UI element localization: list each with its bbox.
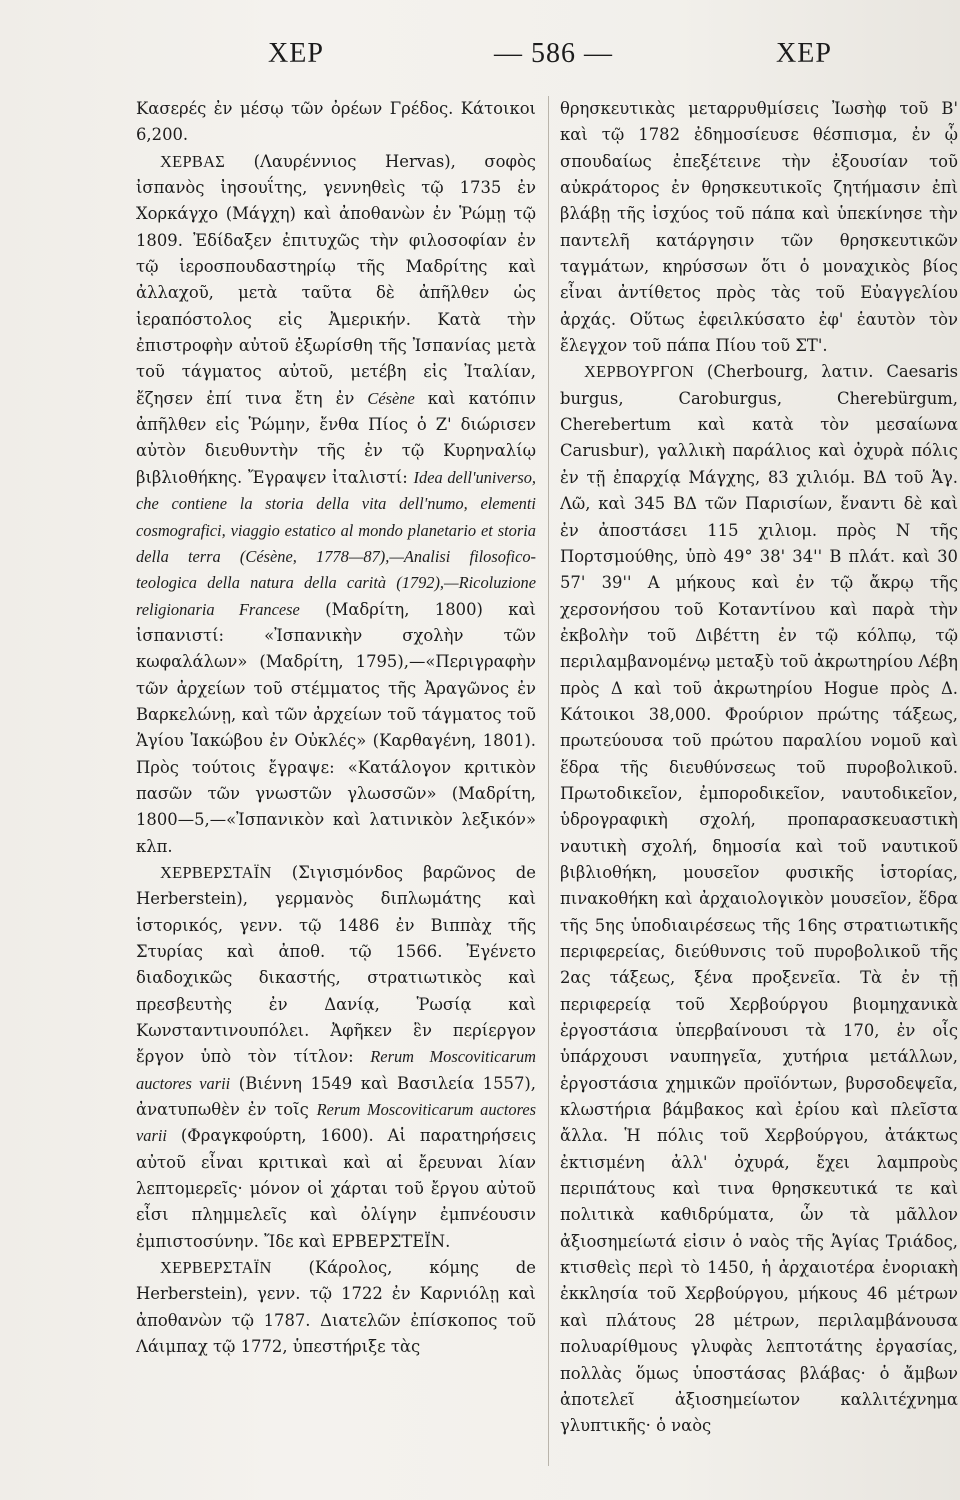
entry-italic-title: Césène [367,388,415,408]
running-head-right: ΧΕΡ [776,38,832,69]
left-column [136,96,536,1361]
entry-text: (Κάρολος, κόμης de Herberstein), γενν. τῷ 1722 ἐν Καρνιόλῃ καὶ ἀποθανὼν τῷ 1787. Διατελῶν ἐπίσκοπος τοῦ Λάιμπαχ τῷ 1772, ὑπεστήριξε τὰς [136,1258,536,1357]
entry-cherbourg [560,359,958,1439]
entry-text: (Σιγισμόνδος βαρῶνος de Herberstein), γερμανὸς διπλωμάτης καὶ ἱστορικός, γενν. τῷ 1486 ἐν Βιππὰχ τῆς Στυρίας καὶ ἀποθ. τῷ 1566. Ἐγένετο διαδοχικῶς δικαστής, στρατιωτικὸς καὶ πρεσβευτὴς ἐν Δανίᾳ, Ῥωσίᾳ καὶ Κωνσταντινουπόλει. Ἀφῆκεν ἓν περίεργον ἔργον ὑπὸ τὸν τίτλον: [136,862,536,1067]
entry-text: (Φραγκφούρτη, 1600). Αἱ παρατηρήσεις αὐτοῦ εἶναι κριτικαὶ καὶ αἱ ἔρευναι λίαν λεπτομερεῖς· μόνον οἱ χάρται τοῦ ἔργου αὐτοῦ εἶσι πλημμελεῖς καὶ ὀλίγην ἐμπνέουσιν ἐμπιστοσύνην. Ἴδε καὶ ΕΡΒΕΡΣΤΕΪΝ. [136,1126,536,1251]
entry-text: (Λαυρέννιος Hervas), σοφὸς ἰσπανὸς ἰησουΐτης, γεννηθεὶς τῷ 1735 ἐν Χορκάγχο (Μάγχη) καὶ ἀποθανὼν ἐν Ῥώμῃ τῷ 1809. Ἐδίδαξεν ἐπιτυχῶς τὴν φιλοσοφίαν ἐν τῷ ἱεροσπουδαστηρίῳ τῆς Μαδρίτης καὶ ἀλλαχοῦ, μετὰ ταῦτα δὲ ἀπῆλθεν ὡς ἱεραπόστολος εἰς Ἀμερικήν. Κατὰ τὴν ἐπιστροφὴν αὐτοῦ ἐξωρίσθη τῆς Ἰσπανίας μετὰ τοῦ τάγματος αὐτοῦ, μετέβη εἰς Ἰταλίαν, ἔζησεν ἐπί τινα ἔτη ἐν [136,151,536,408]
right-column [560,96,958,1440]
entry-continuation [136,96,536,149]
entry-italic-title: Rerum Moscoviticarum auctores varii [136,1047,537,1093]
entry-text: (Μαδρίτη, 1800) καὶ ἰσπανιστί: «Ἰσπανικὴν σχολὴν τῶν κωφαλάλων» (Μαδρίτη, 1795),—«Περιγραφὴν τῶν ἀρχείων τοῦ στέμματος τῆς Ἀραγῶνος ἐν Βαρκελώνῃ, καὶ τῶν ἀρχείων τοῦ τάγματος τοῦ Ἁγίου Ἰακώβου ἐν Οὐκλές» (Καρθαγένη, 1801). Πρὸς τούτοις ἔγραψε: «Κατάλογον κριτικὸν πασῶν τῶν γνωστῶν γλωσσῶν» (Μαδρίτη, 1800—5,—«Ἰσπανικὸν καὶ λατινικὸν λεξικόν» κλπ. [136,599,536,856]
running-head [0,38,960,78]
entry-italic-title: Idea dell'universo, che contiene la storia della vita dell'numo, elementi cosmografici, viaggio estatico al mondo planetario et storia della terra (Césène, 1778—87),—Analisi filosofico-teologica della natura della carità (1792),—Ricoluzione religionaria Francese [136,467,536,619]
entry-text: (Βιέννη 1549 καὶ Βασιλεία 1557), ἀνατυπωθὲν ἐν τοῖς [136,1073,536,1120]
entry-text: Κασερές ἐν μέσῳ τῶν ὀρέων Γρέδος. Κάτοικοι 6,200. [136,99,536,145]
column-divider [548,96,549,1466]
entry-headword: ΧΕΡΒΕΡΣΤΑΪΝ [160,1258,272,1278]
entry-hervas [136,149,536,860]
entry-herberstein-karl [136,1255,536,1360]
entry-herberstein-sigismund [136,860,536,1255]
entry-headword: ΧΕΡΒΕΡΣΤΑΪΝ [160,862,272,882]
entry-headword: ΧΕΡΒΟΥΡΓΟΝ [584,362,695,382]
entry-continuation [560,96,958,359]
entry-headword: ΧΕΡΒΑΣ [160,151,226,171]
running-head-left: ΧΕΡ [268,38,324,69]
entry-italic-title: Rerum Moscoviticarum auctores varii [136,1100,536,1146]
page-number: — 586 — [494,38,613,69]
entry-text: θρησκευτικὰς μεταρρυθμίσεις Ἰωσὴφ τοῦ Β' καὶ τῷ 1782 ἐδημοσίευσε θέσπισμα, ἐν ᾧ σπουδαίως ἐπεξέτεινε τὴν ἐξουσίαν τοῦ αὐκράτορος ἐν θρησκευτικοῖς ζητήμασιν ἐπὶ βλάβῃ τῆς ἰσχύος τοῦ πάπα καὶ ὑπεκίνησε τὴν παντελῆ κατάργησιν τῶν θρησκευτικῶν ταγμάτων, κηρύσσων ὅτι ὁ μοναχικὸς βίος εἶναι ἀντίθετος πρὸς τὰς τοῦ Εὐαγγελίου ἀρχάς. Οὕτως ἐφειλκύσατο ἐφ' ἑαυτὸν τὸν ἔλεγχον τοῦ πάπα Πίου τοῦ ΣΤ'. [560,99,958,356]
entry-text: (Cherbourg, λατιν. Caesaris burgus, Caroburgus, Cherebürgum, Cherebertum καὶ κατὰ τὸν μεσαίωνα Carusbur), γαλλικὴ παράλιος καὶ ὀχυρὰ πόλις ἐν τῇ ἐπαρχίᾳ Μάγχης, 83 χιλιόμ. ΒΔ τοῦ Ἁγ. Λῶ, καὶ 345 ΒΔ τῶν Παρισίων, ἔναντι δὲ καὶ ἐν ἀποστάσει 115 χιλιομ. πρὸς Ν τῆς Πορτσμούθης, ὑπὸ 49° 38' 34'' Β πλάτ. καὶ 30 57' 39'' Α μήκους καὶ ἐν τῷ ἄκρῳ τῆς χερσονήσου τοῦ Κοταντίνου καὶ παρὰ τὴν ἐκβολὴν τοῦ Διβέττη ἐν τῷ κόλπῳ, τῷ περιλαμβανομένῳ μεταξὺ τοῦ ἀκρωτηρίου Λέβη πρὸς Δ καὶ τοῦ ἀκρωτηρίου Hogue πρὸς Δ. Κάτοικοι 38,000. Φρούριον πρώτης τάξεως, πρωτεύουσα τοῦ πρώτου παραλίου νομοῦ καὶ ἕδρα τῆς διευθύνσεως τοῦ πυροβολικοῦ. Πρωτοδικεῖον, ἐμποροδικεῖον, ναυτοδικεῖον, ὑδρογραφικὴ σχολή, προπαρασκευαστικὴ ναυτικὴ σχολή, δημοσία καὶ τοῦ ναυτικοῦ βιβλιοθήκη, μουσεῖον φυσικῆς ἱστορίας, πινακοθήκη καὶ ἀρχαιολογικὸν μουσεῖον, ἕδρα τῆς 5ης ὑποδιαιρέσεως τῆς 16ης στρατιωτικῆς περιφερείας, διεύθυνσις τοῦ πυροβολικοῦ τῆς 2ας τάξεως, ξένα προξενεῖα. Τὰ ἐν τῇ περιφερείᾳ τοῦ Χερβούργου βιομηχανικὰ ἐργοστάσια ὑπερβαίνουσι τὰ 170, ἐν οἷς ὑπάρχουσι ναυπηγεῖα, χυτήρια μετάλλων, ἐργοστάσια χημικῶν προϊόντων, βυρσοδεψεῖα, κλωστήρια βάμβακος καὶ ἐρίου καὶ πλεῖστα ἄλλα. Ἡ πόλις τοῦ Χερβούργου, ἀτάκτως ἐκτισμένη ἀλλ' ὀχυρά, ἔχει λαμπροὺς περιπάτους καὶ τινα θρησκευτικά τε καὶ πολιτικὰ καθιδρύματα, ὧν τὰ μᾶλλον ἀξιοσημείωτά εἰσιν ὁ ναὸς τῆς Ἁγίας Τριάδος, κτισθεὶς περὶ τὸ 1450, ἡ ἀρχαιοτέρα ἐνοριακὴ ἐκκλησία τοῦ Χερβούργου, μήκους 46 μέτρων καὶ πλάτους 28 μέτρων, περιλαμβάνουσα πολυαρίθμους γλυφὰς λεπτοτάτης ἐργασίας, πολλὰς ὅμως ὑποστάσας βλάβας· ὁ ἄμβων ἀποτελεῖ ἀξιοσημείωτον καλλιτέχνημα γλυπτικῆς· ὁ ναὸς [560,362,958,1436]
entry-text: καὶ κατόπιν ἀπῆλθεν εἰς Ῥώμην, ἔνθα Πίος ὁ Ζ' διώρισεν αὐτὸν διευθυντὴν τῆς ἐν τῷ Κυρηναλίῳ βιβλιοθήκης. Ἔγραψεν ἰταλιστί: [136,388,536,487]
